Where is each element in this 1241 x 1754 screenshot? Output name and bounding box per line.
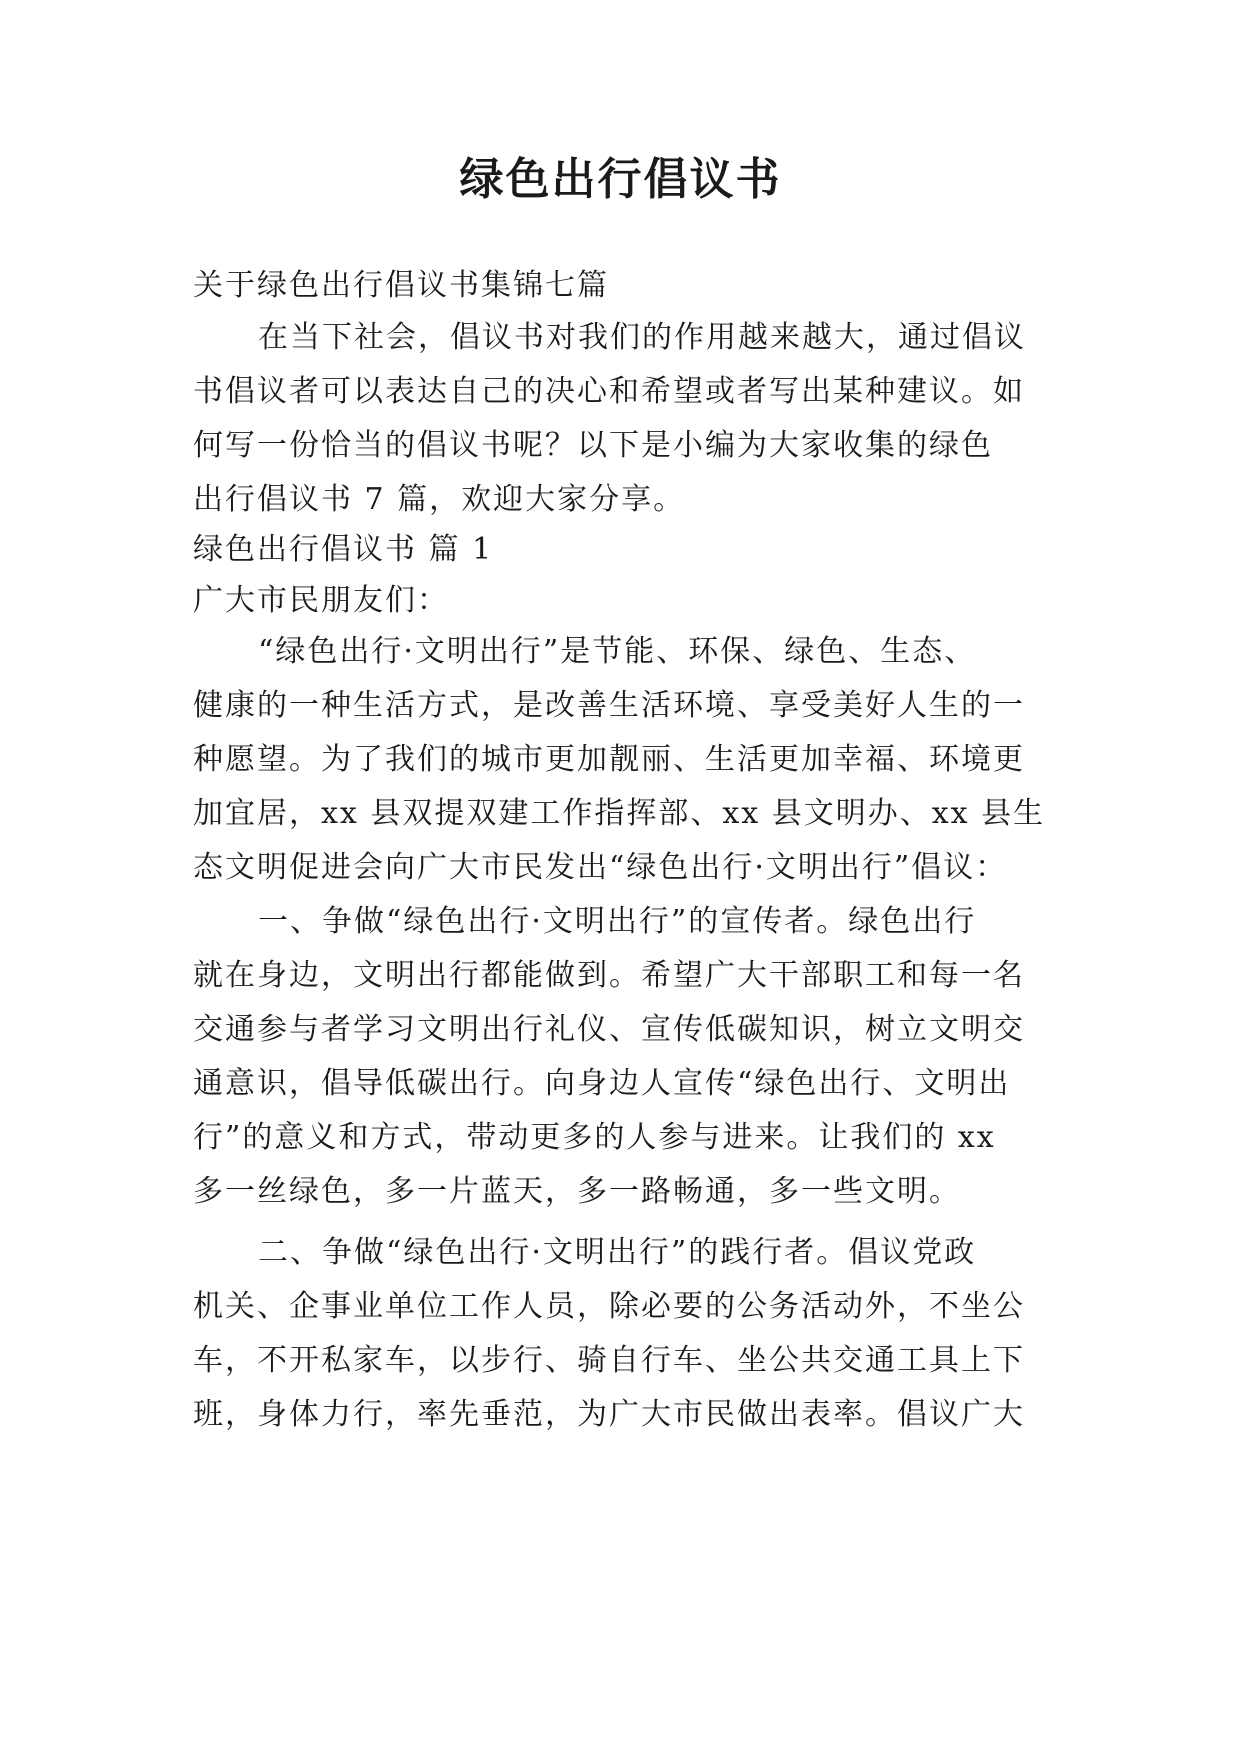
intro-paragraph-line-2: 书倡议者可以表达自己的决心和希望或者写出某种建议。如: [193, 374, 1025, 409]
body-paragraph-3-line-3: 车，不开私家车，以步行、骑自行车、坐公共交通工具上下: [193, 1343, 1025, 1378]
body-paragraph-2-line-6: 多一丝绿色，多一片蓝天，多一路畅通，多一些文明。: [193, 1174, 961, 1209]
body-paragraph-3-line-1: 二、争做“绿色出行·文明出行”的践行者。倡议党政: [258, 1235, 977, 1270]
body-paragraph-3-line-4: 班，身体力行，率先垂范，为广大市民做出表率。倡议广大: [193, 1397, 1025, 1432]
intro-paragraph-line-4: 出行倡议书 7 篇，欢迎大家分享。: [193, 482, 686, 517]
body-paragraph-2-line-5: 行”的意义和方式，带动更多的人参与进来。让我们的 xx: [193, 1120, 996, 1155]
body-paragraph-2-line-2: 就在身边，文明出行都能做到。希望广大干部职工和每一名: [193, 958, 1025, 993]
body-paragraph-1-line-5: 态文明促进会向广大市民发出“绿色出行·文明出行”倡议：: [193, 850, 1008, 885]
body-paragraph-1-line-4: 加宜居，xx 县双提双建工作指挥部、xx 县文明办、xx 县生: [193, 796, 1046, 831]
body-paragraph-2-line-3: 交通参与者学习文明出行礼仪、宣传低碳知识，树立文明交: [193, 1012, 1025, 1047]
body-paragraph-2-line-1: 一、争做“绿色出行·文明出行”的宣传者。绿色出行: [258, 904, 977, 939]
section-heading-1: 绿色出行倡议书 篇 1: [193, 532, 494, 567]
document-title: 绿色出行倡议书: [459, 154, 782, 205]
intro-paragraph-line-3: 何写一份恰当的倡议书呢？以下是小编为大家收集的绿色: [193, 428, 993, 463]
salutation-line: 广大市民朋友们：: [193, 583, 449, 618]
body-paragraph-1-line-2: 健康的一种生活方式，是改善生活环境、享受美好人生的一: [193, 688, 1025, 723]
subtitle-line: 关于绿色出行倡议书集锦七篇: [193, 268, 609, 303]
intro-paragraph-line-1: 在当下社会，倡议书对我们的作用越来越大，通过倡议: [258, 320, 1026, 355]
body-paragraph-3-line-2: 机关、企事业单位工作人员，除必要的公务活动外，不坐公: [193, 1289, 1025, 1324]
body-paragraph-1-line-3: 种愿望。为了我们的城市更加靓丽、生活更加幸福、环境更: [193, 742, 1025, 777]
body-paragraph-2-line-4: 通意识，倡导低碳出行。向身边人宣传“绿色出行、文明出: [193, 1066, 1011, 1101]
body-paragraph-1-line-1: “绿色出行·文明出行”是节能、环保、绿色、生态、: [258, 634, 977, 669]
